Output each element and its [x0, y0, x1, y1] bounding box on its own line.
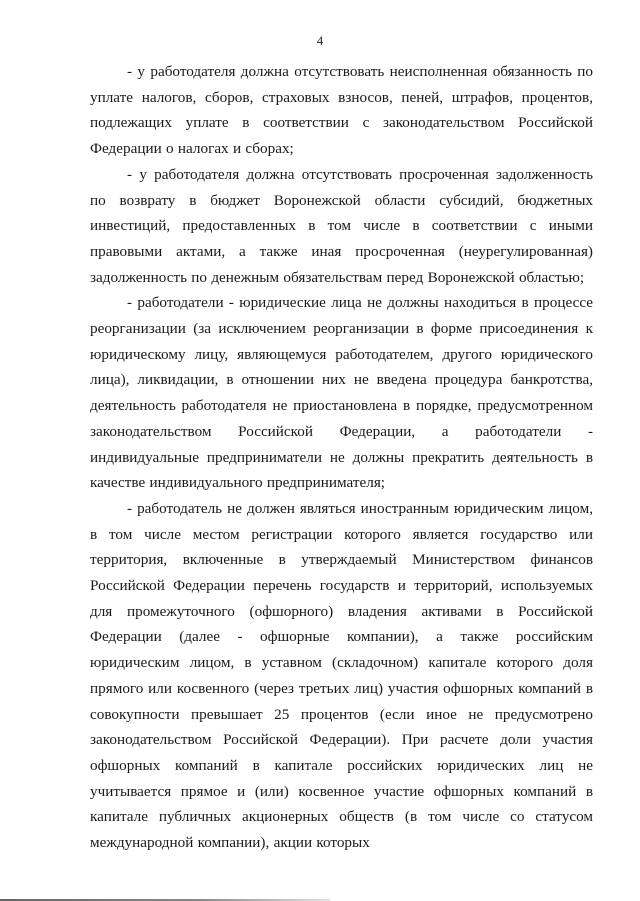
page-number: 4 — [316, 33, 324, 48]
paragraph-reorganization: - работодатели - юридические лица не должны находиться в процессе реорганизации (за исключением реорганизации в форме присоединения к юридическому лицу, являющемуся работодателем, другого юридического лица), ликвидации, в отношении них не введена процедура банкротства, деятельность работодателя не приостановлена в порядке, предусмотренном законодательством Российской Федерации, а работодатели - индивидуальные предприниматели не должны прекратить деятельность в качестве индивидуального предпринимателя; — [90, 294, 593, 492]
paragraph-budget-debt: - у работодателя должна отсутствовать просроченная задолженность по возврату в бюджет Воронежской области субсидий, бюджетных инвестиций, предоставленных в том числе в соответствии с иными правовыми актами, а также иная просроченная (неурегулированная) задолженность по денежным обязательствам перед Воронежской областью; — [90, 165, 593, 286]
paragraph-offshore-companies: - работодатель не должен являться иностранным юридическим лицом, в том числе местом регистрации которого является государство или территория, включенные в утверждаемый Министерством финансов Российской Федерации перечень государств и территорий, используемых для промежуточного (офшорного) владения активами в Российской Федерации (далее - офшорные компании), а также российским юридическим лицом, в уставном (складочном) капитале которого доля прямого или косвенного (через третьих лиц) участия офшорных компаний в совокупности превышает 25 процентов (если иное не предусмотрено законодательством Российской Федерации). При расчете доли участия офшорных компаний в капитале российских юридических лиц не учитывается прямое и (или) косвенное участие офшорных компаний в капитале публичных акционерных обществ (в том числе со статусом международной компании), акции которых — [90, 499, 593, 852]
paragraph-tax-obligations: - у работодателя должна отсутствовать неисполненная обязанность по уплате налогов, сборов, страховых взносов, пеней, штрафов, процентов, подлежащих уплате в соответствии с законодательством Российской Федерации о налогах и сборах; — [90, 63, 593, 158]
document-body — [90, 59, 593, 856]
